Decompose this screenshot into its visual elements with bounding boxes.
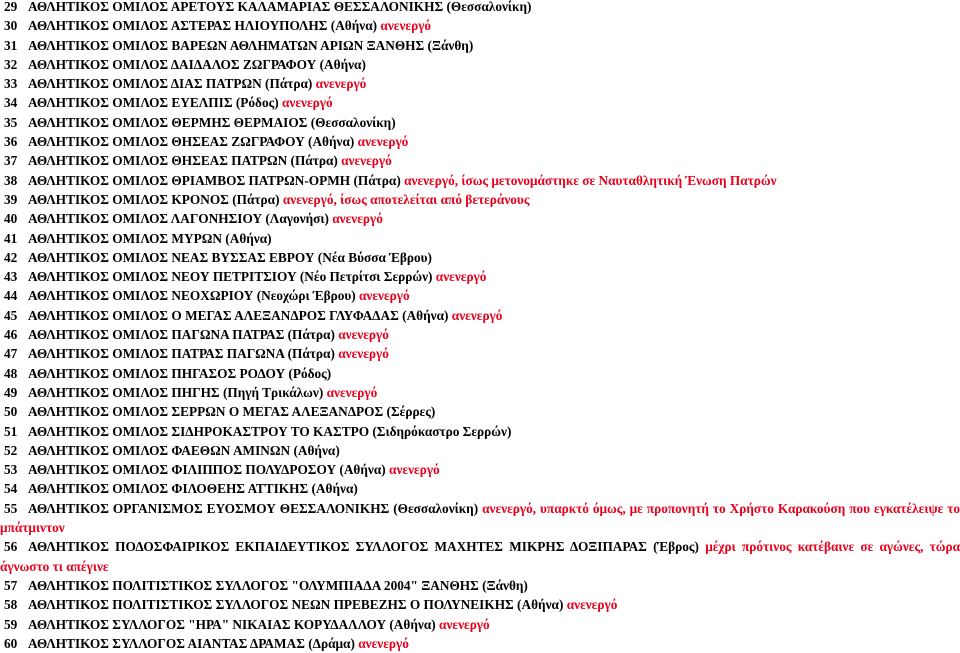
list-item: [0, 402, 960, 421]
club-name: ΑΘΛΗΤΙΚΟΣ ΟΜΙΛΟΣ ΝΕΟΧΩΡΙΟΥ (Νεοχώρι Έβρου): [28, 288, 356, 304]
club-name: ΑΘΛΗΤΙΚΟΣ ΟΜΙΛΟΣ ΘΡΙΑΜΒΟΣ ΠΑΤΡΩΝ-ΟΡΜΗ (Πάτρα): [28, 172, 401, 188]
list-item: [0, 634, 960, 653]
list-item: [0, 615, 960, 634]
entry-number: 59: [4, 616, 18, 632]
list-item: [0, 286, 960, 305]
entry-number: 44: [4, 288, 18, 304]
entry-number: 40: [4, 211, 18, 227]
entry-number: 58: [4, 597, 18, 613]
entry-number: 34: [4, 95, 18, 111]
status-note: ανενεργό: [326, 384, 378, 400]
status-note: ανενεργό: [315, 76, 367, 92]
club-name: ΑΘΛΗΤΙΚΟΣ ΟΜΙΛΟΣ ΠΑΤΡΑΣ ΠΑΓΩΝΑ (Πάτρα): [28, 346, 335, 362]
entry-number: 36: [4, 134, 18, 150]
status-note: ανενεργό: [338, 327, 389, 343]
entry-number: 47: [4, 346, 18, 362]
list-item: [0, 74, 960, 93]
status-note: ανενεργό: [341, 153, 392, 169]
club-name: ΑΘΛΗΤΙΚΟΣ ΟΜΙΛΟΣ ΠΗΓΑΣΟΣ ΡΟΔΟΥ (Ρόδος): [28, 365, 332, 381]
list-item: [0, 55, 960, 74]
club-name: ΑΘΛΗΤΙΚΟΣ ΟΜΙΛΟΣ ΘΗΣΕΑΣ ΠΑΤΡΩΝ (Πάτρα): [28, 153, 338, 169]
list-item: [0, 190, 960, 209]
entry-number: 45: [4, 307, 18, 323]
status-note: ανενεργό: [451, 307, 503, 323]
list-item: [0, 16, 960, 35]
entry-number: 46: [4, 327, 18, 343]
list-item: [0, 422, 960, 441]
list-item: [0, 267, 960, 286]
entry-number: 41: [4, 230, 18, 246]
club-name: ΑΘΛΗΤΙΚΟΣ ΟΜΙΛΟΣ ΝΕΟΥ ΠΕΤΡΙΤΣΙΟΥ (Νέο Πετρίτσι Σερρών): [28, 269, 433, 285]
list-item: [0, 499, 960, 538]
entry-number: 57: [4, 577, 18, 593]
list-item: [0, 113, 960, 132]
club-name: ΑΘΛΗΤΙΚΟΣ ΟΜΙΛΟΣ ΑΣΤΕΡΑΣ ΗΛΙΟΥΠΟΛΗΣ (Αθήνα): [28, 18, 378, 34]
list-item: [0, 325, 960, 344]
list-item: [0, 537, 960, 576]
entry-number: 30: [4, 18, 18, 34]
club-name: ΑΘΛΗΤΙΚΟΣ ΠΟΛΙΤΙΣΤΙΚΟΣ ΣΥΛΛΟΓΟΣ ΝΕΩΝ ΠΡΕΒΕΖΗΣ Ο ΠΟΛΥΝΕΙΚΗΣ (Αθήνα): [28, 597, 564, 613]
status-note: ανενεργό, υπαρκτό όμως, με προπονητή το Χρήστο Καρακούση που εγκατέλειψε το μπάτμιντον: [0, 500, 960, 536]
list-item: [0, 460, 960, 479]
list-item: [0, 441, 960, 460]
club-name: ΑΘΛΗΤΙΚΟΣ ΟΜΙΛΟΣ ΒΑΡΕΩΝ ΑΘΛΗΜΑΤΩΝ ΑΡΙΩΝ ΞΑΝΘΗΣ (Ξάνθη): [28, 37, 474, 53]
club-name: ΑΘΛΗΤΙΚΟΣ ΟΜΙΛΟΣ ΛΑΓΟΝΗΣΙΟΥ (Λαγονήσι): [28, 211, 329, 227]
entry-number: 32: [4, 56, 18, 72]
entry-number: 50: [4, 404, 18, 420]
entry-number: 39: [4, 191, 18, 207]
club-name: ΑΘΛΗΤΙΚΟΣ ΟΜΙΛΟΣ ΕΥΕΛΠΙΣ (Ρόδος): [28, 95, 279, 111]
club-name: ΑΘΛΗΤΙΚΟΣ ΟΜΙΛΟΣ ΣΕΡΡΩΝ Ο ΜΕΓΑΣ ΑΛΕΞΑΝΔΡΟΣ (Σέρρες): [28, 404, 436, 420]
status-note: ανενεργό: [357, 134, 409, 150]
club-name: ΑΘΛΗΤΙΚΟΣ ΟΜΙΛΟΣ Ο ΜΕΓΑΣ ΑΛΕΞΑΝΔΡΟΣ ΓΛΥΦΑΔΑΣ (Αθήνα): [28, 307, 449, 323]
list-item: [0, 229, 960, 248]
club-name: ΑΘΛΗΤΙΚΟΣ ΟΜΙΛΟΣ ΚΡΟΝΟΣ (Πάτρα): [28, 191, 280, 207]
club-name: ΑΘΛΗΤΙΚΟΣ ΟΡΓΑΝΙΣΜΟΣ ΕΥΟΣΜΟΥ ΘΕΣΣΑΛΟΝΙΚΗΣ (Θεσσαλονίκη): [28, 500, 479, 516]
club-name: ΑΘΛΗΤΙΚΟΣ ΣΥΛΛΟΓΟΣ "ΗΡΑ" ΝΙΚΑΙΑΣ ΚΟΡΥΔΑΛΛΟΥ (Αθήνα): [28, 616, 436, 632]
club-name: ΑΘΛΗΤΙΚΟΣ ΟΜΙΛΟΣ ΜΥΡΩΝ (Αθήνα): [28, 230, 272, 246]
list-item: [0, 93, 960, 112]
entry-number: 54: [4, 481, 18, 497]
club-name: ΑΘΛΗΤΙΚΟΣ ΠΟΔΟΣΦΑΙΡΙΚΟΣ ΕΚΠΑΙΔΕΥΤΙΚΟΣ ΣΥΛΛΟΓΟΣ ΜΑΧΗΤΕΣ ΜΙΚΡΗΣ ΔΟΞΙΠΑΡΑΣ (Έβρος): [28, 539, 699, 555]
entry-number: 56: [4, 539, 18, 555]
status-note: ανενεργό: [358, 635, 409, 651]
entry-number: 38: [4, 172, 18, 188]
status-note: μέχρι πρότινος κατέβαινε σε αγώνες, τώρα άγνωστο τι απέγινε: [0, 539, 960, 574]
entry-number: 33: [4, 76, 18, 92]
entry-number: 35: [4, 114, 18, 130]
entry-number: 31: [4, 37, 18, 53]
club-name: ΑΘΛΗΤΙΚΟΣ ΟΜΙΛΟΣ ΦΙΛΙΠΠΟΣ ΠΟΛΥΔΡΟΣΟΥ (Αθήνα): [28, 462, 386, 478]
club-name: ΑΘΛΗΤΙΚΟΣ ΟΜΙΛΟΣ ΔΑΙΔΑΛΟΣ ΖΩΓΡΑΦΟΥ (Αθήνα): [28, 56, 366, 72]
club-name: ΑΘΛΗΤΙΚΟΣ ΟΜΙΛΟΣ ΔΙΑΣ ΠΑΤΡΩΝ (Πάτρα): [28, 76, 313, 92]
status-note: ανενεργό, ίσως μετονομάστηκε σε Ναυταθλητική Ένωση Πατρών: [404, 172, 777, 188]
entry-number: 29: [4, 0, 18, 14]
list-item: [0, 364, 960, 383]
club-name: ΑΘΛΗΤΙΚΟΣ ΠΟΛΙΤΙΣΤΙΚΟΣ ΣΥΛΛΟΓΟΣ "ΟΛΥΜΠΙΑΔΑ 2004" ΞΑΝΘΗΣ (Ξάνθη): [28, 577, 528, 593]
club-name: ΑΘΛΗΤΙΚΟΣ ΟΜΙΛΟΣ ΠΑΓΩΝΑ ΠΑΤΡΑΣ (Πάτρα): [28, 327, 335, 343]
club-name: ΑΘΛΗΤΙΚΟΣ ΟΜΙΛΟΣ ΝΕΑΣ ΒΥΣΣΑΣ ΕΒΡΟΥ (Νέα Βύσσα Έβρου): [28, 249, 432, 265]
entry-number: 51: [4, 423, 18, 439]
club-name: ΑΘΛΗΤΙΚΟΣ ΟΜΙΛΟΣ ΠΗΓΗΣ (Πηγή Τρικάλων): [28, 384, 324, 400]
list-item: [0, 132, 960, 151]
club-name: ΑΘΛΗΤΙΚΟΣ ΣΥΛΛΟΓΟΣ ΑΙΑΝΤΑΣ ΔΡΑΜΑΣ (Δράμα): [28, 635, 355, 651]
status-note: ανενεργό, ίσως αποτελείται από βετεράνους: [282, 191, 530, 207]
club-name: ΑΘΛΗΤΙΚΟΣ ΟΜΙΛΟΣ ΘΕΡΜΗΣ ΘΕΡΜΑΙΟΣ (Θεσσαλονίκη): [28, 114, 396, 130]
list-item: [0, 209, 960, 228]
entry-number: 49: [4, 384, 18, 400]
list-item: [0, 151, 960, 170]
entry-number: 60: [4, 635, 18, 651]
club-name: ΑΘΛΗΤΙΚΟΣ ΟΜΙΛΟΣ ΑΡΕΤΟΥΣ ΚΑΛΑΜΑΡΙΑΣ ΘΕΣΣΑΛΟΝΙΚΗΣ (Θεσσαλονίκη): [28, 0, 532, 14]
club-name: ΑΘΛΗΤΙΚΟΣ ΟΜΙΛΟΣ ΣΙΔΗΡΟΚΑΣΤΡΟΥ ΤΟ ΚΑΣΤΡΟ (Σιδηρόκαστρο Σερρών): [28, 423, 512, 439]
list-item: [0, 576, 960, 595]
list-item: [0, 171, 960, 190]
entry-number: 37: [4, 153, 18, 169]
entry-number: 55: [4, 500, 18, 516]
status-note: ανενεργό: [389, 462, 440, 478]
entry-number: 42: [4, 249, 18, 265]
status-note: ανενεργό: [380, 18, 432, 34]
club-name: ΑΘΛΗΤΙΚΟΣ ΟΜΙΛΟΣ ΦΑΕΘΩΝ ΑΜΙΝΩΝ (Αθήνα): [28, 442, 340, 458]
list-item: [0, 306, 960, 325]
club-name: ΑΘΛΗΤΙΚΟΣ ΟΜΙΛΟΣ ΘΗΣΕΑΣ ΖΩΓΡΑΦΟΥ (Αθήνα): [28, 134, 355, 150]
status-note: ανενεργό: [338, 346, 389, 362]
list-item: [0, 344, 960, 363]
status-note: ανενεργό: [359, 288, 410, 304]
list-item: [0, 383, 960, 402]
status-note: ανενεργό: [281, 95, 333, 111]
list-item: [0, 479, 960, 498]
status-note: ανενεργό: [332, 211, 383, 227]
entry-number: 48: [4, 365, 18, 381]
status-note: ανενεργό: [435, 269, 487, 285]
entry-number: 53: [4, 462, 18, 478]
list-item: [0, 0, 960, 16]
list-item: [0, 36, 960, 55]
list-item: [0, 595, 960, 614]
list-item: [0, 248, 960, 267]
status-note: ανενεργό: [439, 616, 490, 632]
status-note: ανενεργό: [566, 597, 618, 613]
entry-number: 52: [4, 442, 18, 458]
club-name: ΑΘΛΗΤΙΚΟΣ ΟΜΙΛΟΣ ΦΙΛΟΘΕΗΣ ΑΤΤΙΚΗΣ (Αθήνα): [28, 481, 358, 497]
entry-number: 43: [4, 269, 18, 285]
